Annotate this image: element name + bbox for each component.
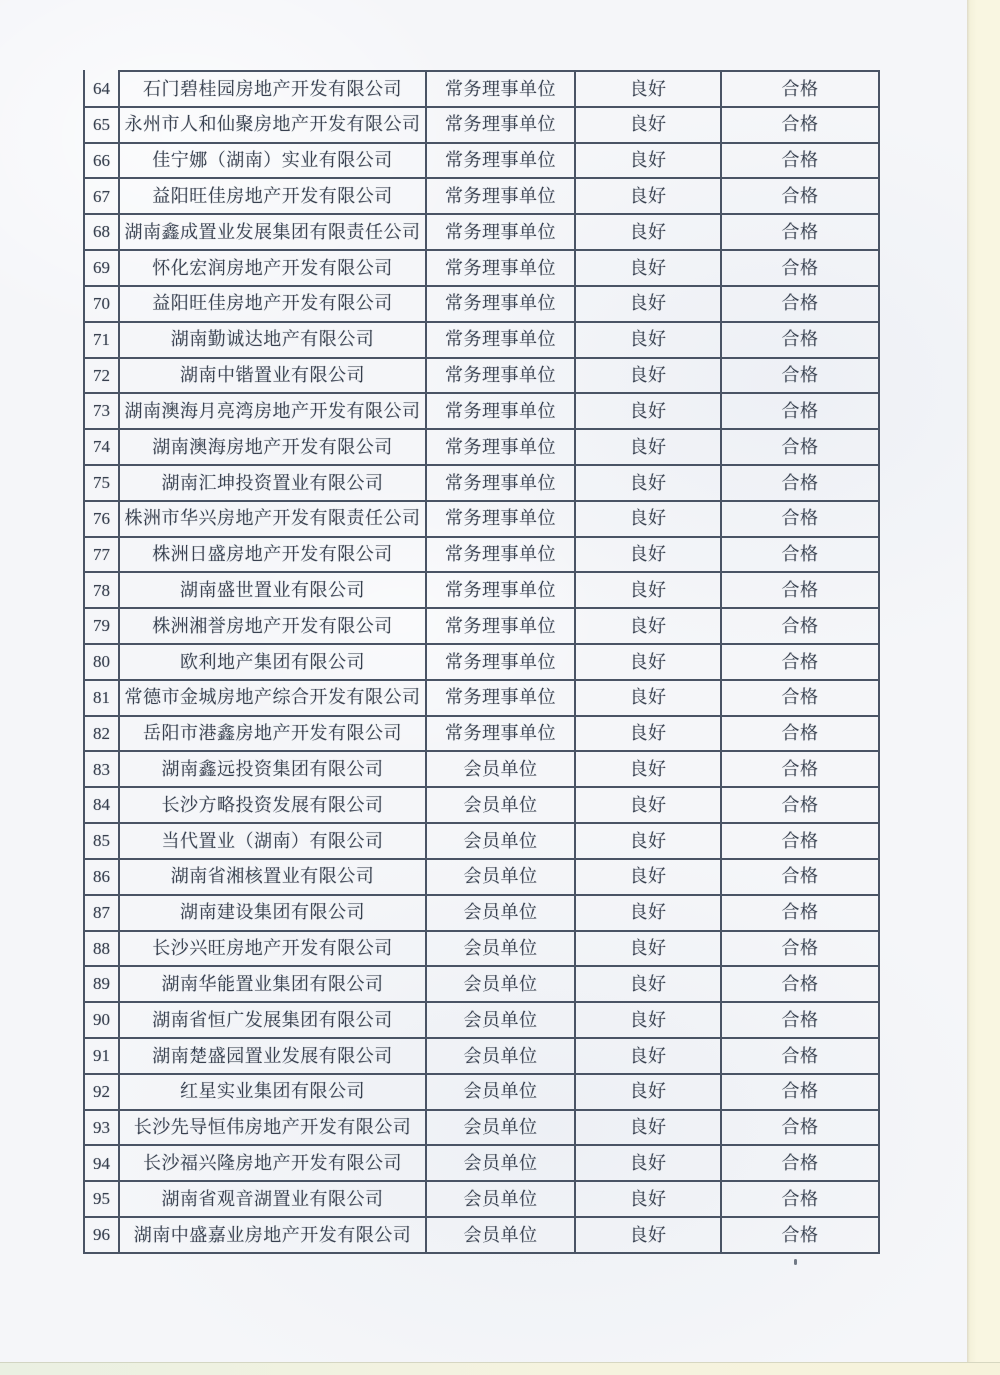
row-number-cell: 94 — [84, 1145, 119, 1181]
row-number-cell: 80 — [84, 644, 119, 680]
row-number-cell: 85 — [84, 823, 119, 859]
table-row — [84, 859, 879, 895]
table-row — [84, 680, 879, 716]
row-number-cell: 88 — [84, 931, 119, 967]
table-row — [84, 931, 879, 967]
membership-type-cell: 会员单位 — [426, 823, 575, 859]
membership-type-cell: 会员单位 — [426, 1181, 575, 1217]
company-name-cell: 湖南鑫成置业发展集团有限责任公司 — [119, 214, 426, 250]
credit-rating-cell: 良好 — [575, 286, 721, 322]
row-number-cell: 93 — [84, 1110, 119, 1146]
qualification-status-cell: 合格 — [721, 1181, 879, 1217]
membership-type-cell: 常务理事单位 — [426, 644, 575, 680]
membership-type-cell: 会员单位 — [426, 787, 575, 823]
credit-rating-cell: 良好 — [575, 644, 721, 680]
table-row — [84, 465, 879, 501]
company-name-cell: 湖南鑫远投资集团有限公司 — [119, 751, 426, 787]
membership-type-cell: 常务理事单位 — [426, 501, 575, 537]
membership-type-cell: 会员单位 — [426, 1145, 575, 1181]
qualification-status-cell: 合格 — [721, 823, 879, 859]
qualification-status-cell: 合格 — [721, 572, 879, 608]
qualification-status-cell: 合格 — [721, 787, 879, 823]
membership-type-cell: 会员单位 — [426, 1038, 575, 1074]
membership-type-cell: 常务理事单位 — [426, 393, 575, 429]
table-row — [84, 966, 879, 1002]
credit-rating-cell: 良好 — [575, 1217, 721, 1253]
row-number-cell: 77 — [84, 537, 119, 573]
membership-type-cell: 会员单位 — [426, 1002, 575, 1038]
table-row — [84, 71, 879, 107]
membership-type-cell: 常务理事单位 — [426, 250, 575, 286]
table-row — [84, 1038, 879, 1074]
table-row — [84, 143, 879, 179]
row-number-cell: 71 — [84, 322, 119, 358]
credit-rating-cell: 良好 — [575, 1181, 721, 1217]
table-row — [84, 501, 879, 537]
credit-rating-cell: 良好 — [575, 429, 721, 465]
qualification-status-cell: 合格 — [721, 680, 879, 716]
table-row — [84, 214, 879, 250]
row-number-cell: 95 — [84, 1181, 119, 1217]
company-name-cell: 怀化宏润房地产开发有限公司 — [119, 250, 426, 286]
membership-type-cell: 会员单位 — [426, 966, 575, 1002]
credit-rating-cell: 良好 — [575, 1110, 721, 1146]
credit-rating-cell: 良好 — [575, 751, 721, 787]
row-number-cell: 72 — [84, 358, 119, 394]
credit-rating-cell: 良好 — [575, 178, 721, 214]
qualification-status-cell: 合格 — [721, 429, 879, 465]
table-row — [84, 823, 879, 859]
table-row — [84, 1217, 879, 1253]
qualification-status-cell: 合格 — [721, 1074, 879, 1110]
credit-rating-cell: 良好 — [575, 823, 721, 859]
qualification-status-cell: 合格 — [721, 644, 879, 680]
company-name-cell: 湖南澳海月亮湾房地产开发有限公司 — [119, 393, 426, 429]
membership-type-cell: 会员单位 — [426, 1074, 575, 1110]
qualification-status-cell: 合格 — [721, 716, 879, 752]
credit-rating-cell: 良好 — [575, 608, 721, 644]
credit-rating-cell: 良好 — [575, 250, 721, 286]
credit-rating-cell: 良好 — [575, 322, 721, 358]
company-name-cell: 湖南华能置业集团有限公司 — [119, 966, 426, 1002]
table-row — [84, 751, 879, 787]
qualification-status-cell: 合格 — [721, 859, 879, 895]
credit-rating-cell: 良好 — [575, 716, 721, 752]
table-row — [84, 250, 879, 286]
row-number-cell: 92 — [84, 1074, 119, 1110]
company-name-cell: 长沙方略投资发展有限公司 — [119, 787, 426, 823]
row-number-cell: 69 — [84, 250, 119, 286]
membership-type-cell: 常务理事单位 — [426, 608, 575, 644]
company-name-cell: 株洲市华兴房地产开发有限责任公司 — [119, 501, 426, 537]
qualification-status-cell: 合格 — [721, 143, 879, 179]
scan-edge-right — [967, 0, 1000, 1375]
credit-rating-cell: 良好 — [575, 143, 721, 179]
table-row — [84, 429, 879, 465]
row-number-cell: 89 — [84, 966, 119, 1002]
membership-type-cell: 常务理事单位 — [426, 107, 575, 143]
membership-type-cell: 会员单位 — [426, 895, 575, 931]
row-number-cell: 65 — [84, 107, 119, 143]
row-number-cell: 73 — [84, 393, 119, 429]
company-name-cell: 益阳旺佳房地产开发有限公司 — [119, 178, 426, 214]
qualification-status-cell: 合格 — [721, 322, 879, 358]
company-name-cell: 长沙兴旺房地产开发有限公司 — [119, 931, 426, 967]
credit-rating-cell: 良好 — [575, 931, 721, 967]
credit-rating-cell: 良好 — [575, 859, 721, 895]
qualification-status-cell: 合格 — [721, 608, 879, 644]
row-number-cell: 90 — [84, 1002, 119, 1038]
company-name-cell: 株洲湘誉房地产开发有限公司 — [119, 608, 426, 644]
qualification-status-cell: 合格 — [721, 966, 879, 1002]
company-name-cell: 株洲日盛房地产开发有限公司 — [119, 537, 426, 573]
credit-rating-cell: 良好 — [575, 393, 721, 429]
credit-rating-cell: 良好 — [575, 895, 721, 931]
qualification-status-cell: 合格 — [721, 537, 879, 573]
company-name-cell: 湖南省湘核置业有限公司 — [119, 859, 426, 895]
company-name-cell: 湖南澳海房地产开发有限公司 — [119, 429, 426, 465]
membership-type-cell: 常务理事单位 — [426, 465, 575, 501]
qualification-status-cell: 合格 — [721, 1038, 879, 1074]
table-row — [84, 787, 879, 823]
company-name-cell: 当代置业（湖南）有限公司 — [119, 823, 426, 859]
membership-type-cell: 常务理事单位 — [426, 214, 575, 250]
table-row — [84, 1181, 879, 1217]
table-row — [84, 572, 879, 608]
table-row — [84, 608, 879, 644]
company-name-cell: 石门碧桂园房地产开发有限公司 — [119, 71, 426, 107]
table-row — [84, 322, 879, 358]
row-number-cell: 79 — [84, 608, 119, 644]
company-list-table — [83, 70, 880, 1254]
company-name-cell: 湖南省恒广发展集团有限公司 — [119, 1002, 426, 1038]
credit-rating-cell: 良好 — [575, 1002, 721, 1038]
qualification-status-cell: 合格 — [721, 895, 879, 931]
company-name-cell: 长沙先导恒伟房地产开发有限公司 — [119, 1110, 426, 1146]
membership-type-cell: 会员单位 — [426, 931, 575, 967]
table-row — [84, 1002, 879, 1038]
membership-type-cell: 会员单位 — [426, 1217, 575, 1253]
qualification-status-cell: 合格 — [721, 1217, 879, 1253]
membership-type-cell: 常务理事单位 — [426, 572, 575, 608]
company-name-cell: 永州市人和仙聚房地产开发有限公司 — [119, 107, 426, 143]
credit-rating-cell: 良好 — [575, 107, 721, 143]
membership-type-cell: 常务理事单位 — [426, 178, 575, 214]
credit-rating-cell: 良好 — [575, 71, 721, 107]
row-number-cell: 70 — [84, 286, 119, 322]
table-row — [84, 1074, 879, 1110]
row-number-cell: 83 — [84, 751, 119, 787]
qualification-status-cell: 合格 — [721, 71, 879, 107]
membership-type-cell: 常务理事单位 — [426, 429, 575, 465]
row-number-cell: 64 — [84, 71, 119, 107]
qualification-status-cell: 合格 — [721, 1002, 879, 1038]
table-row — [84, 393, 879, 429]
row-number-cell: 68 — [84, 214, 119, 250]
company-name-cell: 湖南建设集团有限公司 — [119, 895, 426, 931]
row-number-cell: 96 — [84, 1217, 119, 1253]
credit-rating-cell: 良好 — [575, 1145, 721, 1181]
table-row — [84, 1145, 879, 1181]
table-row — [84, 537, 879, 573]
qualification-status-cell: 合格 — [721, 214, 879, 250]
row-number-cell: 76 — [84, 501, 119, 537]
membership-type-cell: 常务理事单位 — [426, 143, 575, 179]
company-name-cell: 常德市金城房地产综合开发有限公司 — [119, 680, 426, 716]
credit-rating-cell: 良好 — [575, 358, 721, 394]
credit-rating-cell: 良好 — [575, 680, 721, 716]
credit-rating-cell: 良好 — [575, 537, 721, 573]
table-row — [84, 716, 879, 752]
qualification-status-cell: 合格 — [721, 250, 879, 286]
qualification-status-cell: 合格 — [721, 501, 879, 537]
row-number-cell: 67 — [84, 178, 119, 214]
company-name-cell: 湖南勤诚达地产有限公司 — [119, 322, 426, 358]
row-number-cell: 78 — [84, 572, 119, 608]
credit-rating-cell: 良好 — [575, 787, 721, 823]
qualification-status-cell: 合格 — [721, 107, 879, 143]
table-row — [84, 644, 879, 680]
company-name-cell: 红星实业集团有限公司 — [119, 1074, 426, 1110]
row-number-cell: 66 — [84, 143, 119, 179]
table-row — [84, 358, 879, 394]
credit-rating-cell: 良好 — [575, 501, 721, 537]
credit-rating-cell: 良好 — [575, 966, 721, 1002]
credit-rating-cell: 良好 — [575, 1074, 721, 1110]
company-name-cell: 岳阳市港鑫房地产开发有限公司 — [119, 716, 426, 752]
scan-edge-bottom — [0, 1362, 1000, 1375]
member-credit-table — [83, 70, 878, 1254]
company-name-cell: 湖南中盛嘉业房地产开发有限公司 — [119, 1217, 426, 1253]
membership-type-cell: 常务理事单位 — [426, 358, 575, 394]
table-row — [84, 895, 879, 931]
membership-type-cell: 会员单位 — [426, 1110, 575, 1146]
table-row — [84, 286, 879, 322]
qualification-status-cell: 合格 — [721, 1145, 879, 1181]
company-name-cell: 长沙福兴隆房地产开发有限公司 — [119, 1145, 426, 1181]
company-name-cell: 湖南楚盛园置业发展有限公司 — [119, 1038, 426, 1074]
membership-type-cell: 常务理事单位 — [426, 716, 575, 752]
membership-type-cell: 常务理事单位 — [426, 537, 575, 573]
table-row — [84, 178, 879, 214]
qualification-status-cell: 合格 — [721, 751, 879, 787]
scan-artifact-dot — [794, 1259, 797, 1265]
membership-type-cell: 常务理事单位 — [426, 322, 575, 358]
row-number-cell: 75 — [84, 465, 119, 501]
company-name-cell: 佳宁娜（湖南）实业有限公司 — [119, 143, 426, 179]
credit-rating-cell: 良好 — [575, 1038, 721, 1074]
qualification-status-cell: 合格 — [721, 286, 879, 322]
qualification-status-cell: 合格 — [721, 931, 879, 967]
row-number-cell: 74 — [84, 429, 119, 465]
company-name-cell: 湖南中锴置业有限公司 — [119, 358, 426, 394]
credit-rating-cell: 良好 — [575, 214, 721, 250]
company-name-cell: 益阳旺佳房地产开发有限公司 — [119, 286, 426, 322]
table-row — [84, 107, 879, 143]
row-number-cell: 81 — [84, 680, 119, 716]
membership-type-cell: 会员单位 — [426, 859, 575, 895]
row-number-cell: 86 — [84, 859, 119, 895]
table-row — [84, 1110, 879, 1146]
company-name-cell: 湖南盛世置业有限公司 — [119, 572, 426, 608]
qualification-status-cell: 合格 — [721, 393, 879, 429]
credit-rating-cell: 良好 — [575, 465, 721, 501]
membership-type-cell: 常务理事单位 — [426, 71, 575, 107]
qualification-status-cell: 合格 — [721, 178, 879, 214]
qualification-status-cell: 合格 — [721, 1110, 879, 1146]
company-name-cell: 湖南汇坤投资置业有限公司 — [119, 465, 426, 501]
company-name-cell: 欧利地产集团有限公司 — [119, 644, 426, 680]
credit-rating-cell: 良好 — [575, 572, 721, 608]
row-number-cell: 91 — [84, 1038, 119, 1074]
row-number-cell: 84 — [84, 787, 119, 823]
company-name-cell: 湖南省观音湖置业有限公司 — [119, 1181, 426, 1217]
row-number-cell: 87 — [84, 895, 119, 931]
qualification-status-cell: 合格 — [721, 358, 879, 394]
membership-type-cell: 会员单位 — [426, 751, 575, 787]
membership-type-cell: 常务理事单位 — [426, 680, 575, 716]
membership-type-cell: 常务理事单位 — [426, 286, 575, 322]
row-number-cell: 82 — [84, 716, 119, 752]
qualification-status-cell: 合格 — [721, 465, 879, 501]
